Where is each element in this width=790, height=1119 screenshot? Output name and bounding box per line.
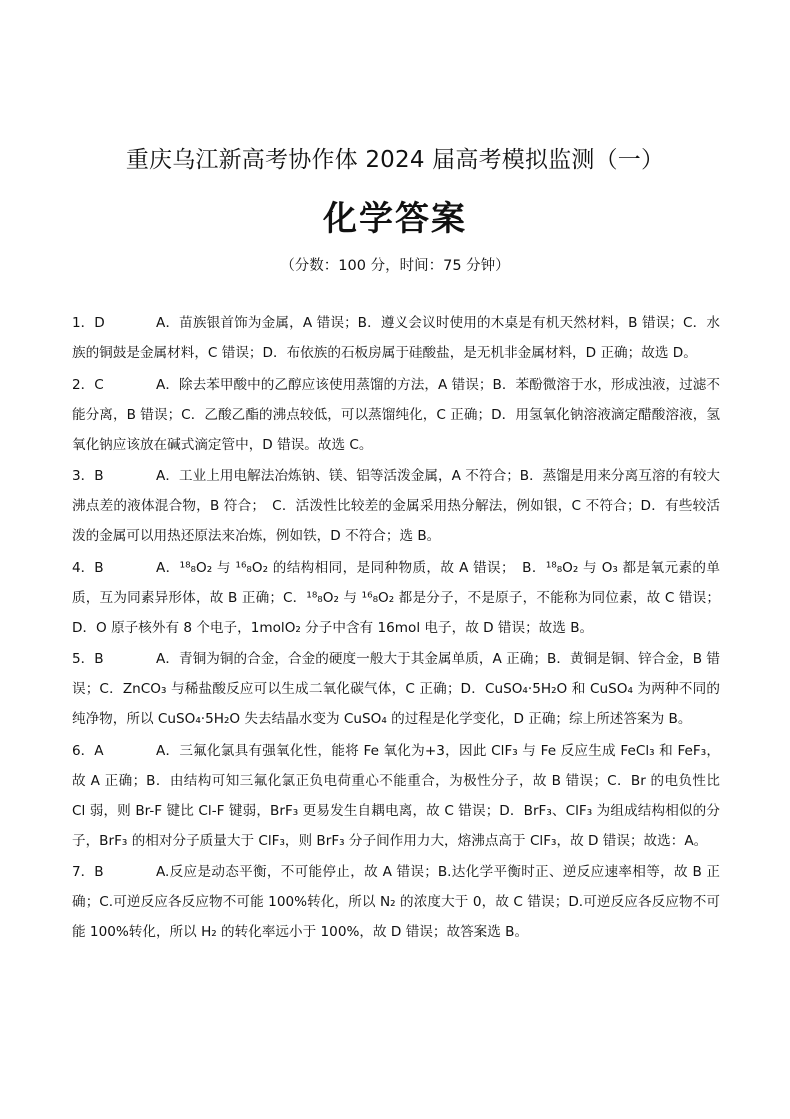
answer-number: 6．A <box>72 742 104 759</box>
answer-explanation: A．青铜为铜的合金，合金的硬度一般大于其金属单质，A 正确；B．黄铜是铜、锌合金，B 错误；C．ZnCO₃ 与稀盐酸反应可以生成二氧化碳气体，C 正确；D．CuSO₄·5H₂O 和 CuSO₄ 为两种不同的纯净物，所以 CuSO₄·5H₂O 失去结晶水变为 CuSO₄ 的过程是化学变化，D 正确；综上所述答案为 B。 <box>72 651 720 727</box>
answer-item-5 <box>72 644 720 734</box>
answer-number: 1．D <box>72 315 105 331</box>
answer-explanation: A．三氟化氯具有强氧化性，能将 Fe 氧化为+3，因此 ClF₃ 与 Fe 反应生成 FeCl₃ 和 FeF₃，故 A 正确；B．由结构可知三氟化氯正负电荷重心不能重合，为极性分子，故 B 错误；C．Br 的电负性比 Cl 弱，则 Br-F 键比 Cl-F 键弱，BrF₃ 更易发生自耦电离，故 C 错误；D．BrF₃、ClF₃ 为组成结构相似的分子，BrF₃ 的相对分子质量大于 ClF₃，则 BrF₃ 分子间作用力大，熔沸点高于 ClF₃，故 D 错误；故选：A。 <box>72 742 720 849</box>
answer-number: 7．B <box>72 864 104 880</box>
answer-number: 5．B <box>72 651 104 667</box>
answer-item-7 <box>72 857 720 947</box>
answer-item-2 <box>72 370 720 460</box>
document-title: 重庆乌江新高考协作体 2024 届高考模拟监测（一） <box>125 147 665 173</box>
answer-number: 2．C <box>72 376 104 393</box>
score-time-info: （分数：100 分，时间：75 分钟） <box>280 258 510 274</box>
answer-explanation: A．工业上用电解法冶炼钠、镁、铝等活泼金属，A 不符合；B．蒸馏是用来分离互溶的有较大沸点差的液体混合物，B 符合； C．活泼性比较差的金属采用热分解法，例如银，C 不符合；D．有些较活泼的金属可以用热还原法来冶炼，例如铁，D 不符合；选 B。 <box>72 468 720 544</box>
answer-number: 4．B <box>72 559 104 576</box>
answer-item-3 <box>72 461 720 551</box>
answer-item-1 <box>72 308 720 368</box>
answer-list <box>72 308 720 949</box>
answer-explanation: A．¹⁸₈O₂ 与 ¹⁶₈O₂ 的结构相同，是同种物质，故 A 错误； B．¹⁸₈O₂ 与 O₃ 都是氧元素的单质，互为同素异形体，故 B 正确；C．¹⁸₈O₂ 与 ¹⁶₈O₂ 都是分子，不是原子，不能称为同位素，故 C 错误；D．O 原子核外有 8 个电子，1molO₂ 分子中含有 16mol 电子，故 D 错误；故选 B。 <box>72 559 720 636</box>
answer-item-6 <box>72 736 720 856</box>
answer-item-4 <box>72 553 720 643</box>
answer-explanation: A．苗族银首饰为金属，A 错误；B．遵义会议时使用的木桌是有机天然材料，B 错误；C．水族的铜鼓是金属材料，C 错误；D．布依族的石板房属于硅酸盐，是无机非金属材料，D 正确；故选 D。 <box>72 315 720 361</box>
answer-number: 3．B <box>72 468 104 484</box>
answer-explanation: A．除去苯甲酸中的乙醇应该使用蒸馏的方法，A 错误；B．苯酚微溶于水，形成浊液，过滤不能分离，B 错误；C．乙酸乙酯的沸点较低，可以蒸馏纯化，C 正确；D．用氢氧化钠溶液滴定醋酸溶液，氢氧化钠应该放在碱式滴定管中，D 错误。故选 C。 <box>72 376 720 453</box>
document-subject: 化学答案 <box>323 199 467 239</box>
answer-explanation: A.反应是动态平衡，不可能停止，故 A 错误；B.达化学平衡时正、逆反应速率相等，故 B 正确；C.可逆反应各反应物不可能 100%转化，所以 N₂ 的浓度大于 0，故 C 错误；D.可逆反应各反应物不可能 100%转化，所以 H₂ 的转化率远小于 100%，故 D 错误；故答案选 B。 <box>72 864 720 940</box>
